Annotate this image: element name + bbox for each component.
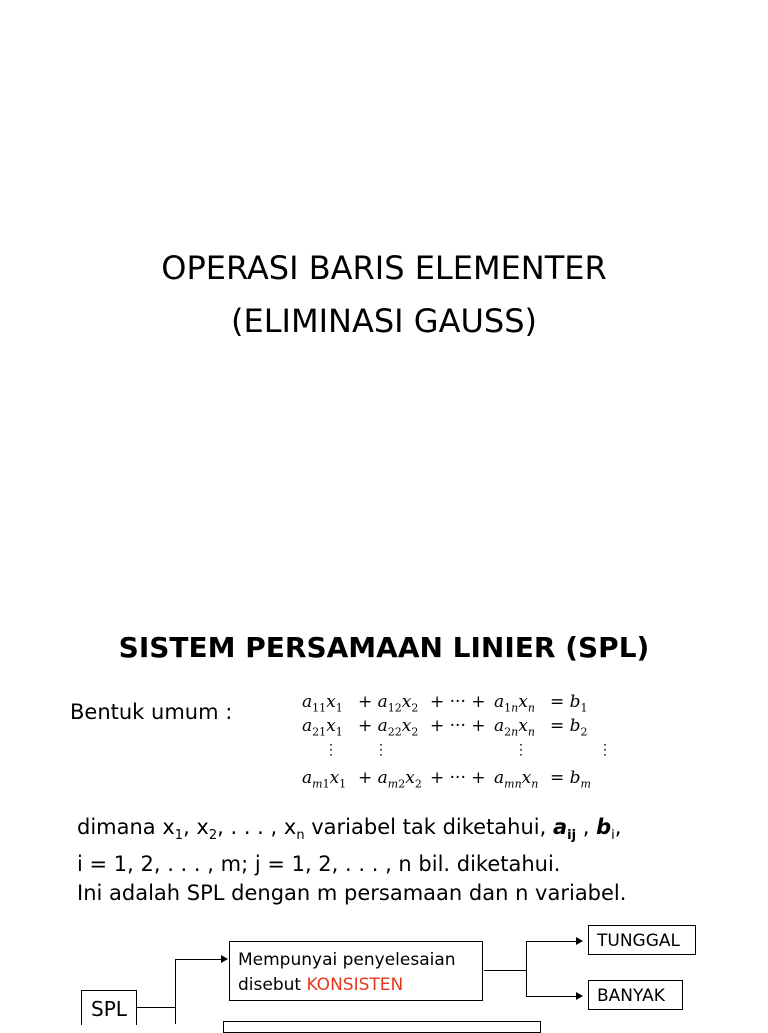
many-box bbox=[588, 980, 683, 1010]
equation-row-1: $a_{11}x_1$ + $a_{12}x_2$ + ··· + $a_{1n}x_n$ = $b_1$ bbox=[302, 692, 588, 715]
arrow-to-consistent bbox=[221, 955, 228, 963]
connector-spl-right bbox=[136, 1007, 175, 1008]
connector-vertical-left bbox=[175, 959, 176, 1024]
spl-label: SPL bbox=[91, 997, 127, 1021]
section-heading: SISTEM PERSAMAAN LINIER (SPL) bbox=[118, 631, 650, 664]
arrow-to-unique bbox=[576, 937, 583, 945]
description-line-2: i = 1, 2, . . . , m; j = 1, 2, . . . , n bil. diketahui. bbox=[77, 852, 561, 877]
equation-system bbox=[302, 690, 612, 791]
description-paragraph bbox=[77, 813, 626, 908]
equation-row-2: $a_{21}x_1$ + $a_{22}x_2$ + ··· + $a_{2n}x_n$ = $b_2$ bbox=[302, 716, 588, 739]
consistent-prefix: disebut bbox=[238, 975, 302, 995]
consistent-line-2 bbox=[238, 973, 482, 998]
slide-title-line1: OPERASI BARIS ELEMENTER bbox=[161, 249, 607, 287]
unique-box bbox=[588, 925, 696, 955]
spl-box bbox=[81, 990, 137, 1025]
equation-row-dots: ⋮ ⋮ ⋮ ⋮ bbox=[324, 742, 612, 758]
connector-consistent-right bbox=[484, 970, 526, 971]
general-form-label: Bentuk umum : bbox=[70, 700, 233, 724]
equation-row-m: $a_{m1}x_1$ + $a_{m2}x_2$ + ··· + $a_{mn}x_n$ = $b_m$ bbox=[302, 768, 591, 791]
slide-title-line2: (ELIMINASI GAUSS) bbox=[231, 302, 537, 340]
connector-vertical-right bbox=[526, 941, 527, 997]
unique-label: TUNGGAL bbox=[597, 931, 680, 951]
consistent-line-1: Mempunyai penyelesaian bbox=[238, 950, 456, 970]
consistent-keyword: KONSISTEN bbox=[306, 975, 404, 995]
many-label: BANYAK bbox=[597, 986, 665, 1006]
connector-to-unique bbox=[526, 941, 576, 942]
consistent-box bbox=[229, 941, 483, 1001]
inconsistent-box-partial bbox=[223, 1021, 541, 1033]
connector-to-many bbox=[526, 996, 576, 997]
description-line-3: Ini adalah SPL dengan m persamaan dan n variabel. bbox=[77, 881, 627, 906]
arrow-to-many bbox=[576, 992, 583, 1000]
description-line-1: dimana $x_1$, $x_2$, . . . , $x_n$ variabel tak diketahui, $a_{ij}$ , $b_i$, bbox=[77, 815, 622, 844]
connector-to-consistent bbox=[175, 959, 222, 960]
